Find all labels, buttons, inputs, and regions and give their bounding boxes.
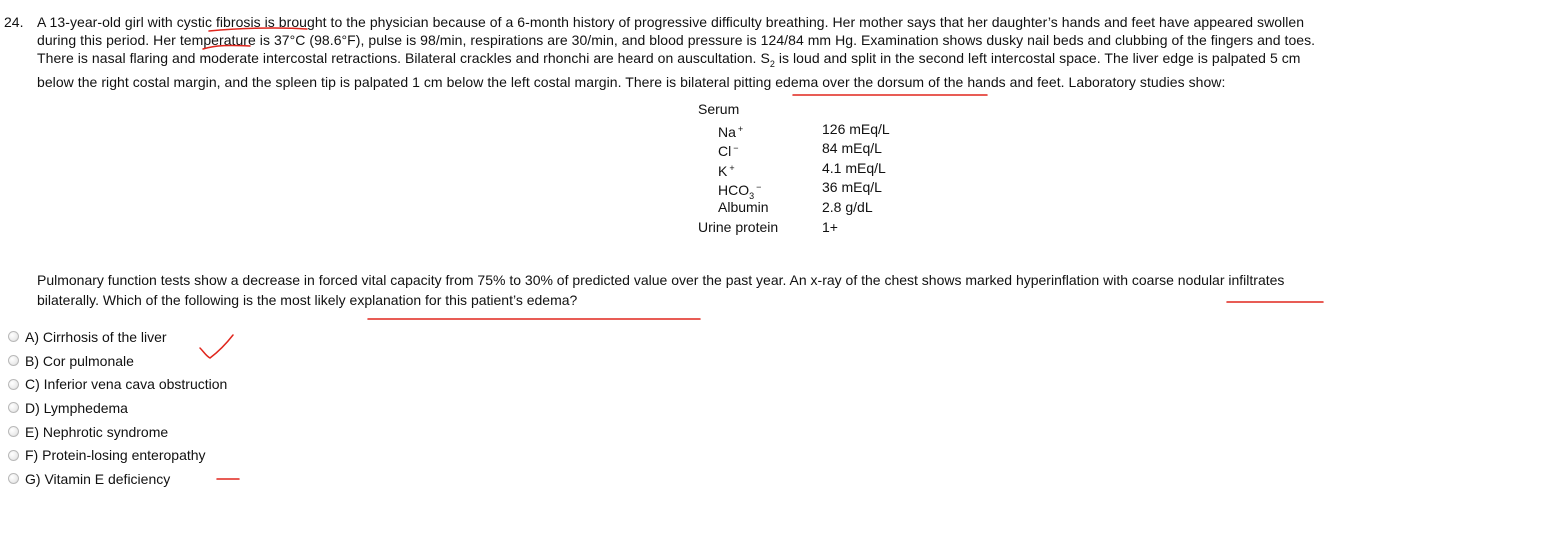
question-paragraph-2 bbox=[37, 270, 1545, 310]
para2-line-1: Pulmonary function tests show a decrease in forced vital capacity from 75% to 30% of predicted value over the past year. An x-ray of the chest shows marked hyperinflation with coarse nodular infiltrates bbox=[37, 272, 1285, 288]
option-label: B) Cor pulmonale bbox=[25, 352, 134, 369]
s2-heart-sound: $S_2$ bbox=[760, 50, 775, 69]
radio-button[interactable] bbox=[8, 426, 19, 437]
answer-option-b[interactable] bbox=[8, 349, 227, 373]
stem-line-2: during this period. Her temperature is 37°C (98.6°F), pulse is 98/min, respirations are 30/min, and blood pressure is 124/84 mm Hg. Examination shows dusky nail beds and clubbing of the fingers and toes. bbox=[37, 32, 1316, 48]
lab-row: Albumin 2.8 g/dL bbox=[718, 198, 873, 215]
radio-button[interactable] bbox=[8, 473, 19, 484]
stem-line-3 bbox=[37, 49, 1545, 73]
stem-line-4: below the right costal margin, and the spleen tip is palpated 1 cm below the left costal margin. There is bilateral pitting edema over the dorsum of the hands and feet. Laboratory studies show: bbox=[37, 74, 1226, 90]
question-number: 24. bbox=[4, 14, 24, 30]
answer-option-e[interactable] bbox=[8, 420, 227, 444]
answer-option-a[interactable] bbox=[8, 325, 227, 349]
lab-row: K + 4.1 mEq/L bbox=[718, 159, 886, 179]
para2-line-2: bilaterally. Which of the following is the most likely explanation for this patient’s edema? bbox=[37, 292, 578, 308]
stem-line-3b: is loud and split in the second left intercostal space. The liver edge is palpated 5 cm bbox=[778, 50, 1301, 66]
option-label: G) Vitamin E deficiency bbox=[25, 470, 171, 487]
option-label: F) Protein-losing enteropathy bbox=[25, 447, 206, 464]
lab-row: Cl − 84 mEq/L bbox=[718, 140, 882, 160]
option-label: D) Lymphedema bbox=[25, 399, 128, 416]
radio-button[interactable] bbox=[8, 355, 19, 366]
radio-button[interactable] bbox=[8, 402, 19, 413]
answer-option-f[interactable] bbox=[8, 443, 227, 467]
lab-header-serum: Serum bbox=[698, 101, 740, 117]
radio-button[interactable] bbox=[8, 331, 19, 342]
lab-row: Na + 126 mEq/L bbox=[718, 120, 890, 140]
answer-option-g[interactable] bbox=[8, 467, 227, 491]
option-label: C) Inferior vena cava obstruction bbox=[25, 376, 228, 393]
answer-option-d[interactable] bbox=[8, 396, 227, 420]
lab-row: $HCO_3^-$ 36 mEq/L bbox=[718, 179, 882, 202]
option-label: A) Cirrhosis of the liver bbox=[25, 328, 167, 345]
lab-values-table bbox=[698, 100, 890, 237]
stem-line-1: A 13-year-old girl with cystic fibrosis is brought to the physician because of a 6-month history of progressive difficulty breathing. Her mother says that her daughter’s hands and feet have appeared swollen bbox=[37, 14, 1305, 30]
lab-row-urine: Urine protein 1+ bbox=[698, 218, 838, 235]
question-stem bbox=[37, 13, 1545, 91]
stem-line-3a: There is nasal flaring and moderate intercostal retractions. Bilateral crackles and rhonchi are heard on auscultation. bbox=[37, 50, 757, 66]
option-label: E) Nephrotic syndrome bbox=[25, 423, 169, 440]
answer-option-c[interactable] bbox=[8, 372, 227, 396]
radio-button[interactable] bbox=[8, 450, 19, 461]
answer-options bbox=[8, 325, 227, 491]
radio-button[interactable] bbox=[8, 379, 19, 390]
